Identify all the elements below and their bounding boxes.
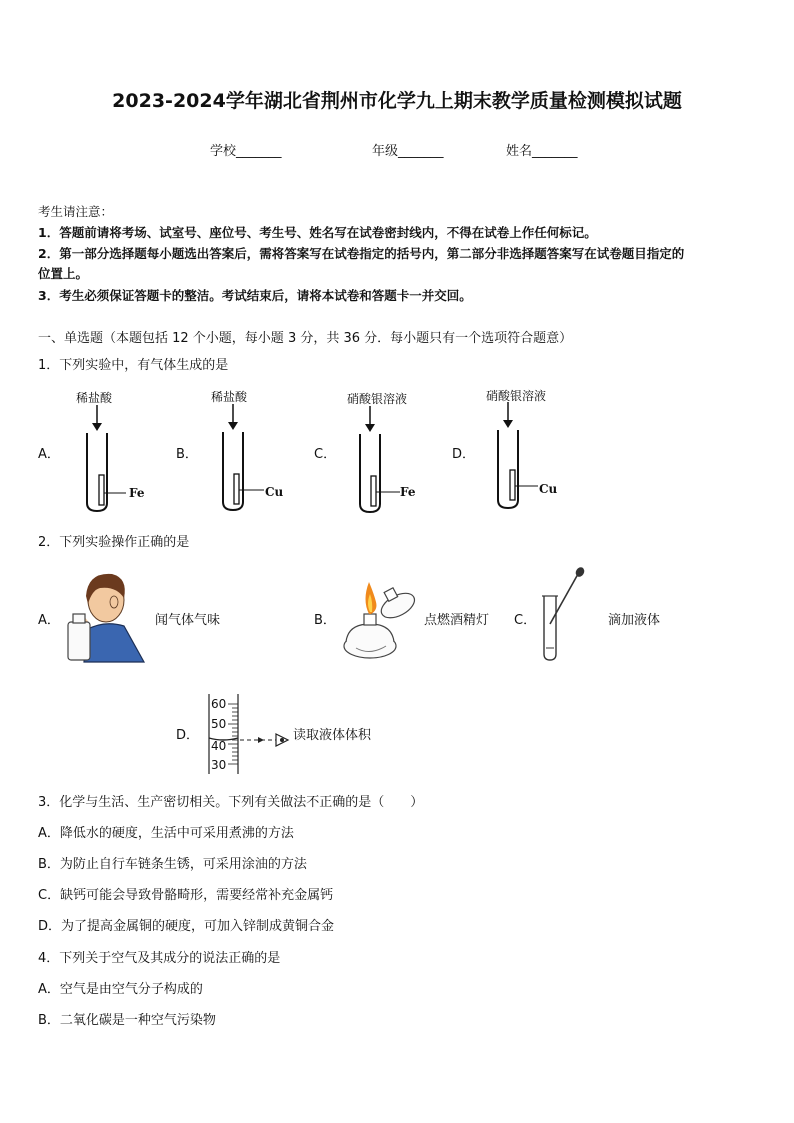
notice-item-3: 3．考生必须保证答题卡的整洁。考试结束后，请将本试卷和答题卡一并交回。 [38,288,472,303]
q2-stem: 2．下列实验操作正确的是 [38,535,190,550]
q1-option-a-test-tube-icon [78,403,128,515]
dropper-test-tube-icon [538,566,588,664]
q1-stem: 1．下列实验中，有气体生成的是 [38,358,229,373]
q2-option-d-letter: D． [176,728,200,743]
smelling-gas-illustration-icon [64,568,148,664]
q1-option-b-metal: Cu [265,485,284,499]
q1-option-c-letter: C． [314,447,337,462]
q3-option-a: A．降低水的硬度，生活中可采用煮沸的方法 [38,826,294,841]
notice-item-2: 2．第一部分选择题每小题选出答案后，需将答案写在试卷指定的括号内，第二部分非选择题答案写在试卷题目指定的 [38,246,685,261]
q1-option-a-metal: Fe [129,486,145,500]
q2-option-b-text: 点燃酒精灯 [424,613,490,628]
alcohol-lamp-lighting-icon [336,572,420,664]
q1-option-a-letter: A． [38,447,60,462]
q1-option-a-reagent: 稀盐酸 [76,391,113,405]
q2-option-c-letter: C． [514,613,537,628]
q1-option-c-test-tube-icon [350,404,405,516]
q1-option-b-test-tube-icon [212,402,267,514]
q2-option-c-text: 滴加液体 [608,613,661,628]
cylinder-tick-30: 30 [211,758,227,772]
cylinder-tick-50: 50 [211,717,227,731]
q2-option-b-letter: B． [314,613,336,628]
notice-item-1: 1．答题前请将考场、试室号、座位号、考生号、姓名写在试卷密封线内，不得在试卷上作任何标记。 [38,225,597,240]
q2-option-a-text: 闻气体气味 [155,613,221,628]
school-field: 学校_______ [210,144,282,159]
section-heading: 一、单选题（本题包括 12 个小题，每小题 3 分，共 36 分．每小题只有一个选项符合题意） [38,331,573,346]
q3-option-d: D．为了提高金属铜的硬度，可加入锌制成黄铜合金 [38,919,335,934]
q4-stem: 4．下列关于空气及其成分的说法正确的是 [38,951,281,966]
q1-option-c-metal: Fe [400,485,416,499]
q1-option-b-reagent: 稀盐酸 [211,390,248,404]
q1-option-c-reagent: 硝酸银溶液 [347,392,408,406]
cylinder-tick-40: 40 [211,739,227,753]
q3-option-b: B．为防止自行车链条生锈，可采用涂油的方法 [38,857,307,872]
name-field: 姓名_______ [506,144,578,159]
q4-option-b: B．二氧化碳是一种空气污染物 [38,1013,216,1028]
q3-option-c: C．缺钙可能会导致骨骼畸形，需要经常补充金属钙 [38,888,334,903]
q1-option-b-letter: B． [176,447,198,462]
q2-option-a-letter: A． [38,613,60,628]
q2-option-d-text: 读取液体体积 [293,728,372,743]
q1-option-d-letter: D． [452,447,476,462]
grade-field: 年级_______ [372,144,444,159]
cylinder-tick-60: 60 [211,697,227,711]
q1-option-d-metal: Cu [539,482,558,496]
q1-option-d-reagent: 硝酸银溶液 [486,389,547,403]
page-title: 2023-2024学年湖北省荆州市化学九上期末教学质量检测模拟试题 [112,90,682,112]
q1-option-d-test-tube-icon [488,400,543,512]
q4-option-a: A．空气是由空气分子构成的 [38,982,203,997]
q3-stem: 3．化学与生活、生产密切相关。下列有关做法不正确的是（ ） [38,795,424,810]
notice-item-2-cont: 位置上。 [38,266,89,281]
notice-heading: 考生请注意： [38,204,114,219]
